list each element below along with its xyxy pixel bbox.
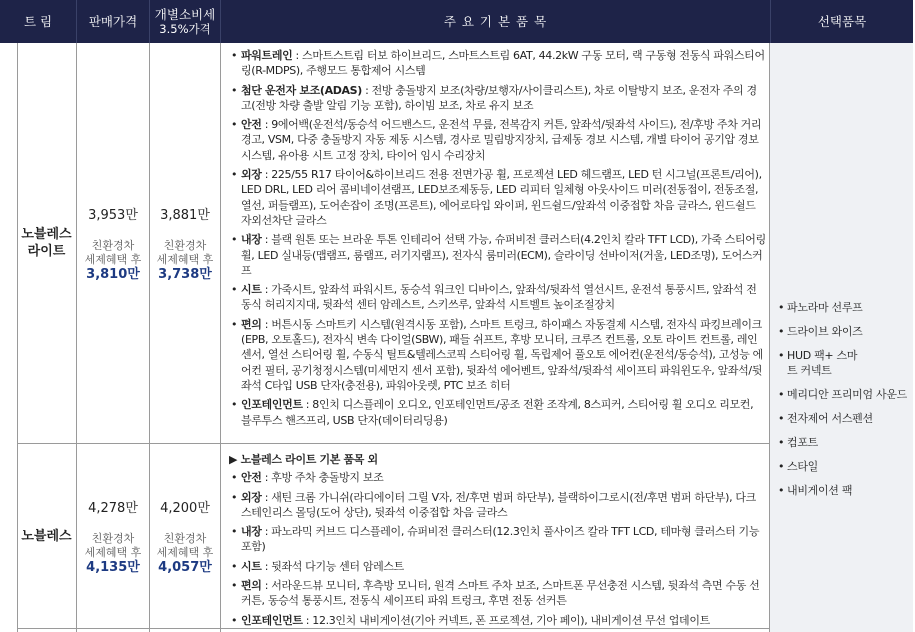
option-item: • 내비게이션 팩 [778, 483, 908, 498]
feature-label: 인포테인먼트 [241, 613, 303, 627]
price-note [85, 532, 142, 560]
feature-label: 외장 [241, 168, 262, 182]
feature-item [228, 397, 766, 428]
tax-price-discount: 4,057만 [158, 559, 212, 575]
row1-tax-price [150, 43, 220, 443]
feature-text: : 가죽시트, 앞좌석 파워시트, 동승석 워크인 디바이스, 앞좌석/뒷좌석 열선시트, 운전석 통풍시트, 앞좌석 전동식 허리지지대, 뒷좌석 센터 암레스트, 스키쓰루, 앞좌석 시트벨트 높이조절장치 [241, 283, 757, 312]
feature-text: : 새틴 크롬 가니쉬(라디에이터 그릴 V자, 전/후면 범퍼 하단부), 블랙하이그로시(전/후면 범퍼 하단부), 다크 스테인리스 몰딩(도어 상단), 뒷좌석 이중접합 차음 글라스 [241, 490, 756, 519]
price-value: 3,953만 [88, 207, 138, 223]
feature-text: : 서라운드뷰 모니터, 후측방 모니터, 원격 스마트 주차 보조, 스마트폰 무선충전 시스템, 뒷좌석 측면 수동 선커튼, 동승석 통풍시트, 전동식 세이프티 파워 트렁크, 후면 전동 선커튼 [241, 579, 760, 608]
feature-label: 안전 [241, 118, 262, 132]
feature-label: 내장 [241, 233, 262, 247]
row1-trim [17, 43, 76, 443]
feature-text: : 12.3인치 내비게이션(기아 커넥트, 폰 프로젝션, 기아 페이), 내비게이션 무선 업데이트 [302, 613, 710, 627]
header-tax-price [149, 0, 220, 43]
feature-text: : 8인치 디스플레이 오디오, 인포테인먼트/공조 전환 조작계, 8스피커, 스티어링 휠 오디오 리모컨, 블루투스 핸즈프리, USB 단자(데이터리딩용) [241, 398, 754, 427]
feature-label: 외장 [241, 490, 262, 504]
option-item: • 드라이브 와이즈 [778, 324, 908, 339]
price-note-line1: 친환경차 [91, 531, 135, 545]
tax-price-discount: 3,738만 [158, 266, 212, 282]
feature-item [228, 167, 766, 228]
grid-line [220, 43, 221, 632]
feature-text: : 225/55 R17 타이어&하이브리드 전용 전면가공 휠, 프로젝션 LED 헤드램프, LED 턴 시그널(프론트/리어), LED DRL, LED 리어 콤비네이션램프, LED보조제동등, LED 리피터 일체형 아웃사이드 미러(전동접이, 전동조절, 열선, 퍼들램프), 도어손잡이 조명(프론트), 에어로타입 와이퍼, 윈드쉴드/앞좌석 이중접합 차음 글라스, 윈드쉴드 자외선차단 글라스 [241, 168, 762, 227]
options-list [778, 300, 908, 507]
trim-name-line1: 노블레스 [21, 227, 72, 242]
feature-text: : 뒷좌석 다기능 센터 암레스트 [261, 559, 404, 573]
feature-item [228, 559, 766, 574]
feature-item [228, 117, 766, 163]
header-trim: 트 림 [23, 13, 53, 29]
feature-label: 첨단 운전자 보조(ADAS) [241, 83, 362, 97]
trim-name-line2: 라이트 [27, 244, 66, 259]
price-note-line2: 세제혜택 후 [84, 545, 142, 559]
tax-price-note [157, 532, 214, 560]
option-item: • HUD 팩+ 스마트 커넥트 [778, 348, 867, 378]
row2-tax-price [150, 444, 220, 628]
row1-features [228, 48, 766, 432]
row1-price [77, 43, 149, 443]
option-item: • 파노라마 선루프 [778, 300, 908, 315]
price-discount: 4,135만 [86, 559, 140, 575]
feature-label: 편의 [241, 317, 262, 331]
tax-note-line1: 친환경차 [163, 238, 207, 252]
header-options: 선택품목 [770, 0, 913, 43]
option-item: • 전자제어 서스펜션 [778, 411, 908, 426]
feature-label: 안전 [241, 471, 262, 485]
feature-item [228, 232, 766, 278]
price-note-line1: 친환경차 [91, 238, 135, 252]
option-item: • 컴포트 [778, 435, 908, 450]
feature-item [228, 470, 766, 485]
feature-text: : 스마트스트림 터보 하이브리드, 스마트스트림 6AT, 44.2kW 구동 모터, 랙 구동형 전동식 파워스티어링(R-MDPS), 주행모드 통합제어 시스템 [241, 49, 765, 78]
feature-label: 내장 [241, 525, 262, 539]
feature-item [228, 83, 766, 114]
header-tax-price-line2: 3.5%가격 [159, 21, 211, 36]
trim-name-line1: 노블레스 [21, 528, 72, 544]
row2-price [77, 444, 149, 628]
row2-trim [17, 444, 76, 628]
feature-text: : 전방 충돌방지 보조(차량/보행자/사이클리스트), 차로 이탈방지 보조, 운전자 주의 경고(전방 차량 출발 알림 기능 포함), 하이빔 보조, 차로 유지 보조 [241, 83, 757, 112]
feature-label: 편의 [241, 579, 262, 593]
feature-item [228, 282, 766, 313]
feature-label: 시트 [241, 283, 262, 297]
header-main-features: 주 요 기 본 품 목 [220, 0, 770, 43]
feature-item [228, 317, 766, 393]
feature-label: 인포테인먼트 [241, 398, 303, 412]
row2-features [228, 452, 766, 632]
table-header [0, 0, 913, 43]
feature-text: : 후방 주차 충돌방지 보조 [261, 471, 384, 485]
tax-note-line1: 친환경차 [163, 531, 207, 545]
grid-line [769, 43, 770, 632]
tax-note-line2: 세제혜택 후 [156, 252, 214, 266]
feature-label: 시트 [241, 559, 262, 573]
price-note-line2: 세제혜택 후 [84, 252, 142, 266]
tax-price-value: 4,200만 [160, 500, 210, 516]
tax-price-value: 3,881만 [160, 207, 210, 223]
feature-text: : 파노라믹 커브드 디스플레이, 슈퍼비전 클러스터(12.3인치 풀사이즈 칼라 TFT LCD, 테마형 클러스터 기능 포함) [241, 525, 760, 554]
option-item: • 스타일 [778, 459, 908, 474]
tax-price-note [157, 239, 214, 267]
header-tax-price-line1: 개별소비세 [154, 6, 216, 22]
header-price: 판매가격 [76, 0, 149, 43]
price-value: 4,278만 [88, 500, 138, 516]
feature-text: : 버튼시동 스마트키 시스템(원격시동 포함), 스마트 트렁크, 하이패스 자동결제 시스템, 전자식 파킹브레이크(EPB, 오토홀드), 전자식 변속 다이얼(SBW), 패들 쉬프트, 후방 모니터, 크루즈 컨트롤, 오토 라이트 컨트롤, 레인센서, 열선 스티어링 휠, 수동식 틸트&텔레스코픽 스티어링 휠, 독립제어 풀오토 에어컨(운전석/동승석), 고성능 에어컨 필터, 공기청정시스템(미세먼지 센서 포함), 뒷좌석 에어벤트, 앞좌석/뒷좌석 세이프티 파워윈도우, 앞좌석/뒷좌석 C타입 USB 단자(충전용), 파워아웃렛, PTC 보조 히터 [241, 317, 763, 392]
features-heading: ▶ 노블레스 라이트 기본 품목 외 [229, 453, 378, 466]
tax-note-line2: 세제혜택 후 [156, 545, 214, 559]
feature-text: : 블랙 원톤 또는 브라운 투톤 인테리어 선택 가능, 슈퍼비전 클러스터(4.2인치 칼라 TFT LCD), 가죽 스티어링 휠, LED 실내등(맵램프, 룸램프, 러기지램프), 전자식 룸미러(ECM), 슬라이딩 선바이저(거울, LED조명), 도어스커프 [241, 233, 766, 277]
feature-item [228, 613, 766, 628]
feature-text: : 9에어백(운전석/동승석 어드밴스드, 운전석 무릎, 전복감지 커튼, 앞좌석/뒷좌석 사이드), 전/후방 주차 거리 경고, VSM, 다중 충돌방지 자동 제동 시스템, 경사로 밀림방지장치, 급제동 경보 시스템, 개별 타이어 공기압 경보 시스템, 유아용 시트 고정 장치, 타이어 임시 수리장치 [241, 118, 762, 162]
feature-label: 파워트레인 [241, 49, 293, 62]
feature-item [228, 524, 766, 555]
price-discount: 3,810만 [86, 266, 140, 282]
feature-item [228, 48, 766, 79]
feature-item [228, 490, 766, 521]
option-item: • 메리디안 프리미엄 사운드 [778, 387, 908, 402]
price-note [85, 239, 142, 267]
feature-item [228, 578, 766, 609]
